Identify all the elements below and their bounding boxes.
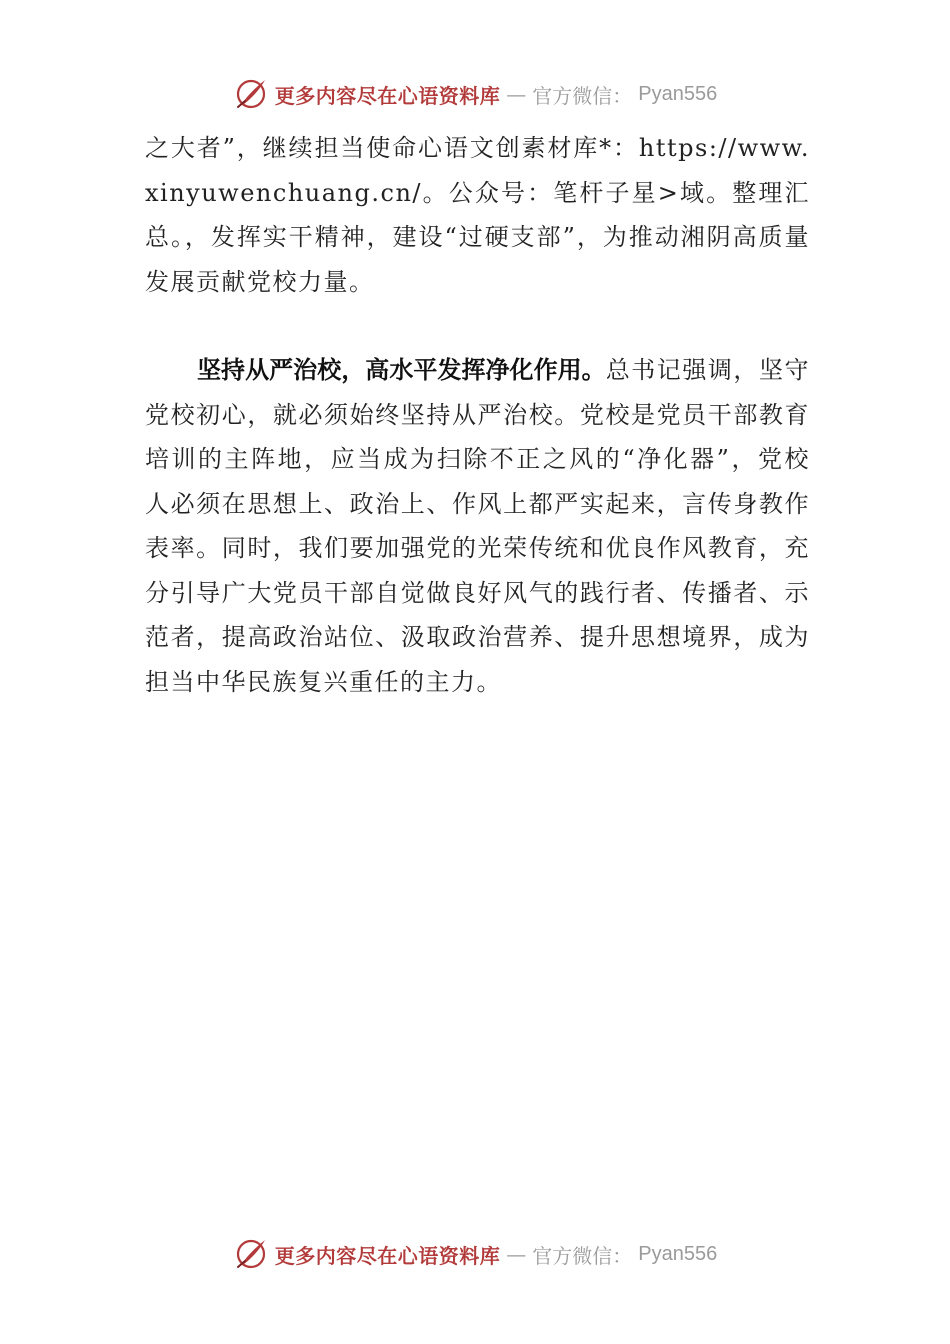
banner-separator: — [506, 1242, 527, 1266]
quill-pen-logo-icon [233, 1236, 269, 1272]
paragraph-1: 之大者”，继续担当使命心语文创素材库*：https://www.xinyuwenchuang.cn/。公众号：笔杆子星>域。整理汇总。，发挥实干精神，建设“过硬支部”，为推动湘阴高质量发展贡献党校力量。 [145, 134, 810, 296]
banner-ad-text: 更多内容尽在心语资料库 [274, 1243, 501, 1268]
banner-separator: — [506, 82, 527, 106]
paragraph-2-body: 总书记强调，坚守党校初心，就必须始终坚持从严治校。党校是党员干部教育培训的主阵地，应当成为扫除不正之风的“净化器”，党校人必须在思想上、政治上、作风上都严实起来，言传身教作表率。同时，我们要加强党的光荣传统和优良作风教育，充分引导广大党员干部自觉做良好风气的践行者、传播者、示范者，提高政治站位、汲取政治营养、提升思想境界，成为担当中华民族复兴重任的主力。 [145, 356, 811, 696]
banner-wechat-label: 官方微信： [532, 1243, 633, 1268]
quill-pen-logo-icon [233, 76, 269, 112]
banner-wechat-id: Pyan556 [638, 82, 718, 105]
banner-wechat-id: Pyan556 [638, 1242, 718, 1265]
paragraph-2-lead: 坚持从严治校，高水平发挥净化作用。 [197, 356, 606, 384]
banner-ad-text: 更多内容尽在心语资料库 [274, 83, 501, 108]
document-body [145, 126, 810, 704]
banner-wechat-label: 官方微信： [532, 83, 633, 108]
footer-banner [0, 1230, 950, 1278]
header-banner [0, 70, 950, 118]
paragraph-2 [145, 348, 810, 704]
